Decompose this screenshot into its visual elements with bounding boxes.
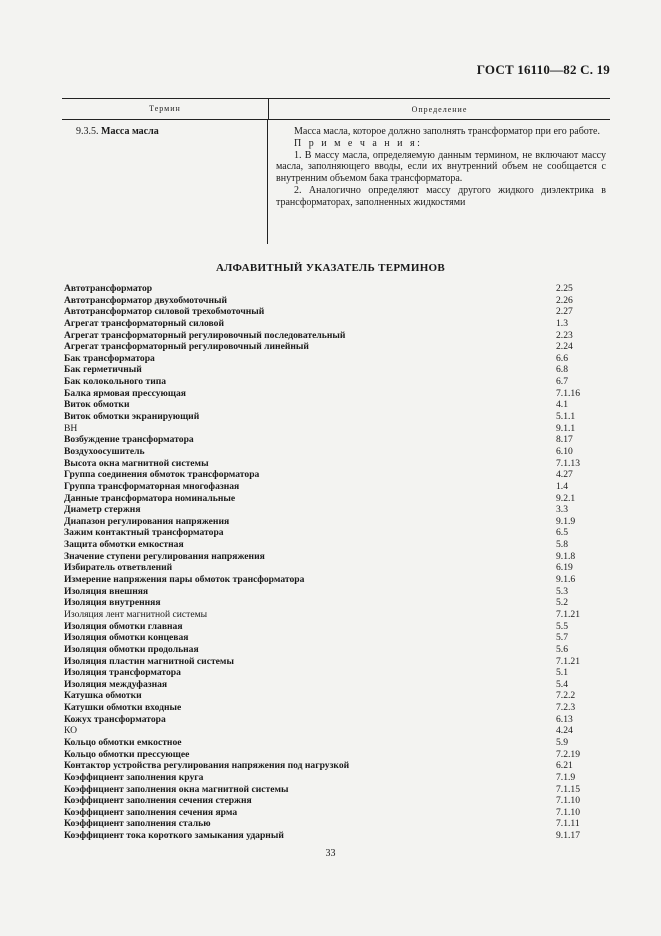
- index-reference: 1.4: [556, 480, 568, 492]
- list-item: [64, 527, 594, 539]
- list-item: [64, 574, 594, 586]
- list-item: [64, 690, 594, 702]
- index-reference: 1.3: [556, 317, 568, 329]
- index-term: Агрегат трансформаторный регулировочный линейный: [64, 341, 309, 353]
- index-term: Значение ступени регулирования напряжения: [64, 550, 265, 562]
- index-reference: 5.8: [556, 539, 568, 551]
- index-term: Избиратель ответвлений: [64, 562, 173, 574]
- index-reference: 5.4: [556, 678, 568, 690]
- list-item: [64, 609, 594, 621]
- index-reference: 6.21: [556, 760, 573, 772]
- list-item: [64, 539, 594, 551]
- list-item: [64, 411, 594, 423]
- table-row: [62, 120, 610, 244]
- index-reference: 7.1.21: [556, 608, 580, 620]
- index-term: Катушки обмотки входные: [64, 702, 182, 714]
- list-item: [64, 306, 594, 318]
- index-reference: 4.1: [556, 399, 568, 411]
- list-item: [64, 446, 594, 458]
- index-reference: 2.23: [556, 329, 573, 341]
- list-item: [64, 749, 594, 761]
- list-item: [64, 353, 594, 365]
- index-reference: 7.2.2: [556, 690, 576, 702]
- index-term: Виток обмотки экранирующий: [64, 411, 200, 423]
- index-term: Бак трансформатора: [64, 352, 155, 364]
- index-reference: 3.3: [556, 504, 568, 516]
- list-item: [64, 481, 594, 493]
- index-term: Кольцо обмотки прессующее: [64, 748, 190, 760]
- index-term: Бак герметичный: [64, 364, 142, 376]
- index-term: Бак колокольного типа: [64, 376, 167, 388]
- list-item: [64, 399, 594, 411]
- list-item: [64, 364, 594, 376]
- definition-text: Масса масла, которое должно заполнять трансформатор при его работе.: [294, 126, 600, 137]
- index-term: Кожух трансформатора: [64, 713, 166, 725]
- index-reference: 5.5: [556, 620, 568, 632]
- index-term: Диапазон регулирования напряжения: [64, 515, 230, 527]
- list-item: [64, 493, 594, 505]
- index-term: Возбуждение трансформатора: [64, 434, 194, 446]
- index-reference: 6.7: [556, 376, 568, 388]
- list-item: [64, 458, 594, 470]
- note-1: 1. В массу масла, определяемую данным термином, не включают массу масла, заполняющего вводы, если их внутренний объем не сообщается с внутренним объемом бака трансформатора.: [276, 149, 606, 185]
- column-header-term: Термин: [62, 99, 269, 119]
- list-item: [64, 318, 594, 330]
- index-reference: 2.26: [556, 294, 573, 306]
- index-term: Изоляция междуфазная: [64, 678, 168, 690]
- terms-table: [62, 98, 610, 244]
- index-term: Автотрансформатор силовой трехобмоточный: [64, 306, 265, 318]
- index-reference: 5.9: [556, 736, 568, 748]
- term-number: 9.3.5.: [76, 126, 99, 137]
- index-term: Коэффициент тока короткого замыкания ударный: [64, 830, 284, 842]
- index-reference: 5.6: [556, 643, 568, 655]
- index-term: Виток обмотки: [64, 399, 130, 411]
- list-item: [64, 632, 594, 644]
- index-list: [64, 283, 594, 842]
- index-reference: 6.6: [556, 352, 568, 364]
- index-term: Изоляция обмотки концевая: [64, 632, 189, 644]
- index-reference: 7.1.10: [556, 795, 580, 807]
- index-reference: 5.1: [556, 667, 568, 679]
- index-reference: 5.3: [556, 585, 568, 597]
- list-item: [64, 388, 594, 400]
- list-item: [64, 341, 594, 353]
- index-term: Группа соединения обмоток трансформатора: [64, 469, 260, 481]
- note-2: 2. Аналогично определяют массу другого жидкого диэлектрика в трансформаторах, заполненных жидкостями: [276, 184, 606, 208]
- list-item: [64, 737, 594, 749]
- index-term: Диаметр стержня: [64, 504, 141, 516]
- list-item: [64, 818, 594, 830]
- list-item: [64, 772, 594, 784]
- index-term: Изоляция трансформатора: [64, 667, 181, 679]
- index-reference: 9.2.1: [556, 492, 576, 504]
- index-reference: 9.1.8: [556, 550, 576, 562]
- index-term: Коэффициент заполнения сталью: [64, 818, 211, 830]
- list-item: [64, 830, 594, 842]
- index-reference: 6.8: [556, 364, 568, 376]
- index-term: Коэффициент заполнения окна магнитной системы: [64, 783, 289, 795]
- list-item: [64, 714, 594, 726]
- list-item: [64, 795, 594, 807]
- notes-heading: П р и м е ч а н и я:: [294, 137, 423, 149]
- index-reference: 7.1.15: [556, 783, 580, 795]
- list-item: [64, 702, 594, 714]
- index-reference: 8.17: [556, 434, 573, 446]
- index-reference: 7.1.13: [556, 457, 580, 469]
- list-item: [64, 423, 594, 435]
- index-reference: 6.13: [556, 713, 573, 725]
- index-reference: 9.1.9: [556, 515, 576, 527]
- list-item: [64, 469, 594, 481]
- list-item: [64, 504, 594, 516]
- index-term: Высота окна магнитной системы: [64, 457, 209, 469]
- index-reference: 2.25: [556, 283, 573, 294]
- index-reference: 4.24: [556, 725, 573, 737]
- index-reference: 7.1.16: [556, 387, 580, 399]
- index-term: ВН: [64, 422, 78, 434]
- index-term: Измерение напряжения пары обмоток трансформатора: [64, 574, 305, 586]
- list-item: [64, 621, 594, 633]
- list-item: [64, 597, 594, 609]
- index-reference: 6.10: [556, 445, 573, 457]
- index-term: Изоляция лент магнитной системы: [64, 608, 208, 620]
- index-term: Коэффициент заполнения круга: [64, 771, 204, 783]
- index-reference: 7.2.3: [556, 702, 576, 714]
- index-reference: 2.27: [556, 306, 573, 318]
- list-item: [64, 679, 594, 691]
- index-term: Агрегат трансформаторный регулировочный последовательный: [64, 329, 346, 341]
- definition-cell: [268, 120, 610, 244]
- list-item: [64, 434, 594, 446]
- list-item: [64, 656, 594, 668]
- index-term: Группа трансформаторная многофазная: [64, 480, 240, 492]
- index-term: Агрегат трансформаторный силовой: [64, 317, 224, 329]
- index-term: Контактор устройства регулирования напряжения под нагрузкой: [64, 760, 350, 772]
- list-item: [64, 807, 594, 819]
- index-reference: 7.2.19: [556, 748, 580, 760]
- index-term: Изоляция обмотки главная: [64, 620, 183, 632]
- index-reference: 5.7: [556, 632, 568, 644]
- index-term: Коэффициент заполнения сечения стержня: [64, 795, 252, 807]
- list-item: [64, 376, 594, 388]
- index-term: Зажим контактный трансформатора: [64, 527, 224, 539]
- list-item: [64, 784, 594, 796]
- list-item: [64, 644, 594, 656]
- index-reference: 7.1.21: [556, 655, 580, 667]
- list-item: [64, 760, 594, 772]
- index-term: Изоляция внешняя: [64, 585, 149, 597]
- list-item: [64, 283, 594, 295]
- index-term: Данные трансформатора номинальные: [64, 492, 236, 504]
- list-item: [64, 667, 594, 679]
- list-item: [64, 551, 594, 563]
- index-term: Кольцо обмотки емкостное: [64, 736, 182, 748]
- index-reference: 4.27: [556, 469, 573, 481]
- index-reference: 9.1.17: [556, 830, 580, 842]
- table-header-row: [62, 98, 610, 120]
- page-number: 33: [325, 848, 336, 859]
- index-reference: 6.5: [556, 527, 568, 539]
- list-item: [64, 516, 594, 528]
- list-item: [64, 330, 594, 342]
- index-title: АЛФАВИТНЫЙ УКАЗАТЕЛЬ ТЕРМИНОВ: [215, 262, 446, 274]
- index-term: Защита обмотки емкостная: [64, 539, 184, 551]
- index-reference: 5.2: [556, 597, 568, 609]
- index-reference: 9.1.1: [556, 422, 576, 434]
- list-item: [64, 586, 594, 598]
- index-term: КО: [64, 725, 78, 737]
- index-term: Балка ярмовая прессующая: [64, 387, 186, 399]
- index-term: Коэффициент заполнения сечения ярма: [64, 806, 238, 818]
- index-reference: 2.24: [556, 341, 573, 353]
- index-term: Воздухоосушитель: [64, 445, 145, 457]
- term-cell: [62, 120, 268, 244]
- index-term: Изоляция обмотки продольная: [64, 643, 199, 655]
- column-header-definition: Определение: [411, 104, 468, 114]
- index-term: Изоляция пластин магнитной системы: [64, 655, 234, 667]
- term-name: Масса масла: [101, 126, 159, 137]
- index-term: Автотрансформатор двухобмоточный: [64, 294, 228, 306]
- index-term: Автотрансформатор: [64, 283, 153, 294]
- index-reference: 6.19: [556, 562, 573, 574]
- index-reference: 7.1.10: [556, 806, 580, 818]
- index-reference: 9.1.6: [556, 574, 576, 586]
- index-reference: 5.1.1: [556, 411, 576, 423]
- index-reference: 7.1.11: [556, 818, 580, 830]
- list-item: [64, 295, 594, 307]
- list-item: [64, 562, 594, 574]
- list-item: [64, 725, 594, 737]
- index-term: Катушка обмотки: [64, 690, 142, 702]
- index-reference: 7.1.9: [556, 771, 576, 783]
- page-header: ГОСТ 16110—82 С. 19: [476, 62, 610, 77]
- index-term: Изоляция внутренняя: [64, 597, 161, 609]
